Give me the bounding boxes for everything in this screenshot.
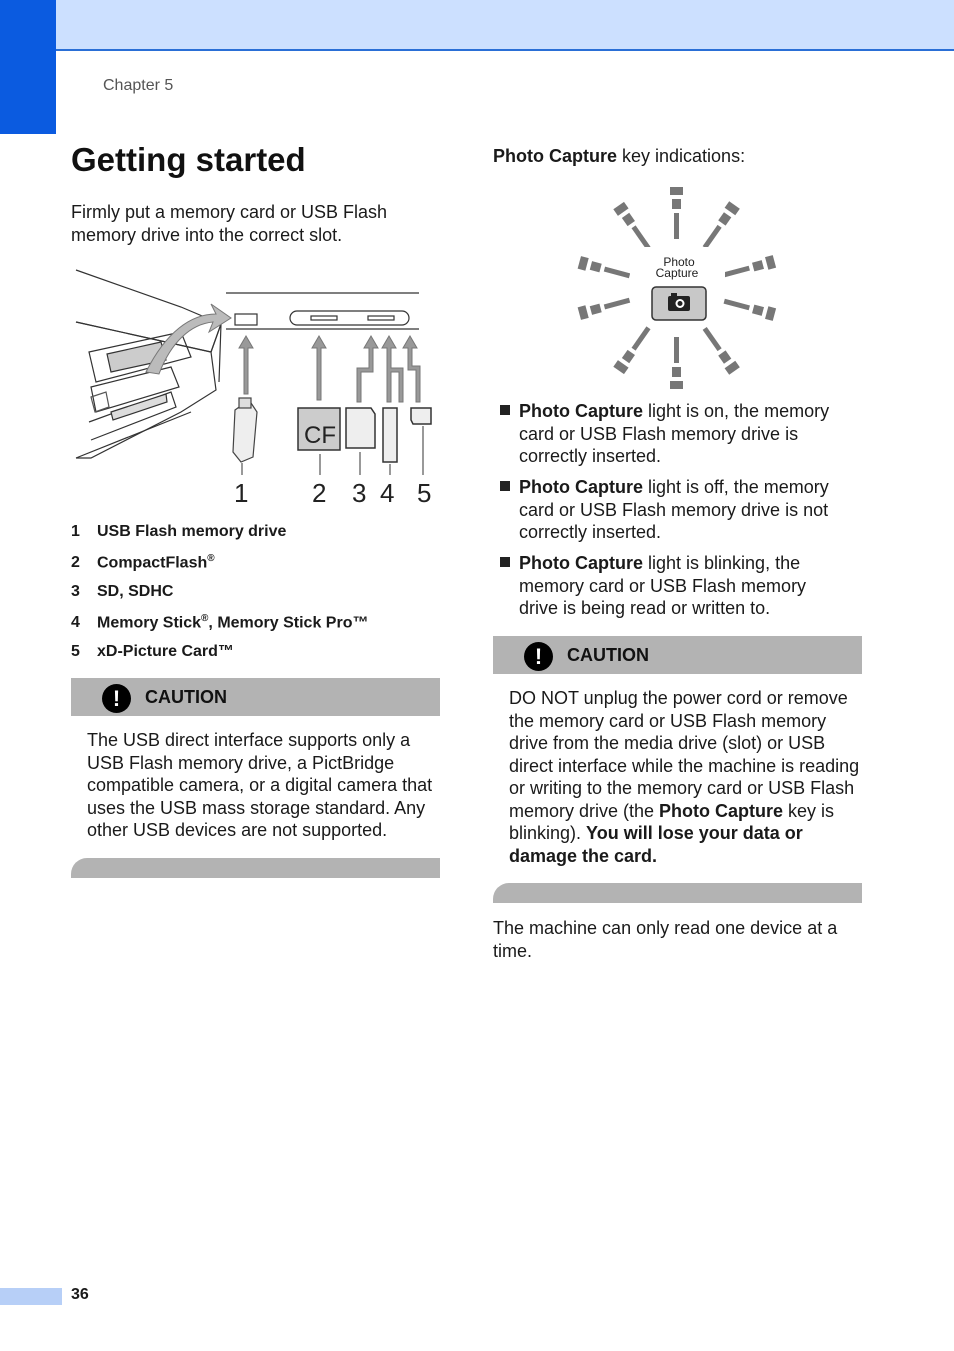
- page-title: Getting started: [71, 141, 306, 178]
- list-item: Photo Capture light is on, the memory card or USB Flash memory drive is correctly inserted.: [493, 400, 838, 468]
- memory-slot-illustration: [71, 262, 451, 512]
- memory-stick: [383, 408, 397, 462]
- legend-item: 5 xD-Picture Card™: [71, 643, 234, 660]
- legend-item: 4 Memory Stick®, Memory Stick Pro™: [71, 613, 369, 632]
- bullet-square-icon: [500, 405, 510, 415]
- closing-paragraph: The machine can only read one device at a time.: [493, 918, 838, 961]
- callout-1: 1: [234, 478, 249, 508]
- caution-body: DO NOT unplug the power cord or remove the memory card or USB Flash memory drive from the media drive (slot) or USB direct interface while the machine is reading or writing to the memory card or USB Flash memory drive (the Photo Capture key is blinking). You will lose your data or damage the card.: [509, 688, 860, 866]
- caution-body: The USB direct interface supports only a USB Flash memory drive, a PictBridge compatible camera, or a digital camera that uses the USB mass storage standard. Any other USB devices are not supported.: [87, 730, 433, 840]
- sd-card: [346, 408, 375, 448]
- button-label-line1: Photo: [663, 255, 695, 269]
- list-item: Photo Capture light is off, the memory card or USB Flash memory drive is not correctly inserted.: [493, 476, 838, 544]
- page-number: 36: [71, 1286, 89, 1303]
- caution-heading: CAUTION: [567, 645, 649, 665]
- caution-footer-bar: [71, 858, 440, 878]
- intro-paragraph: Firmly put a memory card or USB Flash memory drive into the correct slot.: [71, 202, 388, 245]
- header-bar: [56, 0, 954, 51]
- legend-item: 1 USB Flash memory drive: [71, 523, 287, 540]
- callout-numbers: [234, 478, 431, 508]
- slot-panel: [226, 293, 419, 329]
- xd-card: [411, 408, 431, 424]
- key-indications-label: Photo Capture key indications:: [493, 146, 746, 166]
- list-item: Photo Capture light is blinking, the memory card or USB Flash memory drive is being read or written to.: [493, 552, 838, 620]
- usb-flash-drive: [233, 398, 257, 462]
- callout-3: 3: [352, 478, 367, 508]
- page-number-marker: [0, 1288, 62, 1305]
- photo-capture-button-illustration: [570, 185, 785, 395]
- legend-item: 2 CompactFlash®: [71, 553, 215, 572]
- caution-box-left: [71, 678, 440, 716]
- button-label-line2: Capture: [655, 266, 699, 280]
- insert-arrow: [146, 304, 231, 374]
- bullet-square-icon: [500, 481, 510, 491]
- callout-4: 4: [380, 478, 395, 508]
- compactflash-card: [298, 408, 340, 450]
- chapter-tab-marker: [0, 0, 56, 134]
- callout-5: 5: [417, 478, 432, 508]
- machine-drawing: [76, 270, 221, 458]
- callout-2: 2: [312, 478, 327, 508]
- slot-arrows: [239, 336, 420, 402]
- legend-item: 3 SD, SDHC: [71, 583, 174, 600]
- caution-heading: CAUTION: [145, 687, 227, 707]
- exclamation-icon: !: [524, 642, 553, 671]
- chapter-label: Chapter 5: [103, 77, 174, 94]
- bullet-square-icon: [500, 557, 510, 567]
- exclamation-icon: !: [102, 684, 131, 713]
- cf-label: CF: [304, 422, 336, 449]
- caution-box-right: [493, 636, 862, 674]
- caution-footer-bar: [493, 883, 862, 903]
